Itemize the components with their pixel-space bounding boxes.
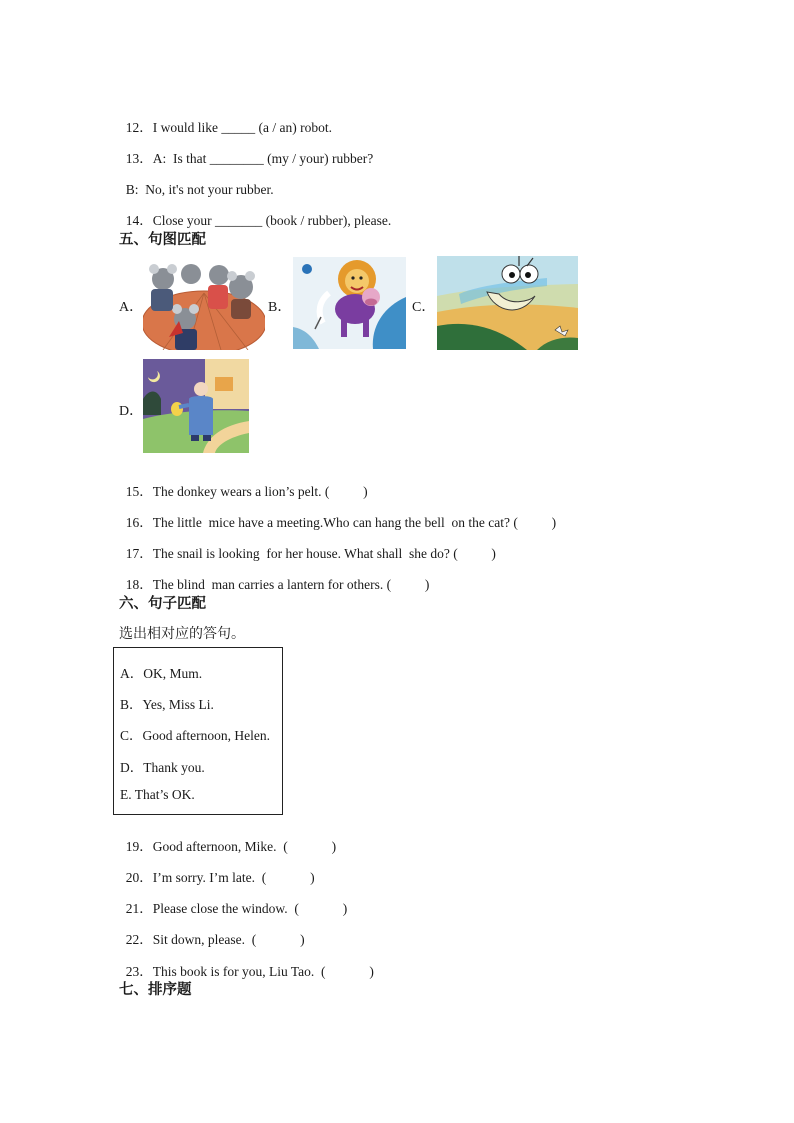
question-text: A: Is that ________ (my / your) rubber? (152, 151, 374, 166)
question-20 (119, 854, 315, 886)
question-15 (119, 468, 368, 500)
mice-meeting-picture (143, 257, 265, 350)
answer-choices-box (113, 647, 283, 815)
question-22 (119, 916, 305, 948)
question-19 (119, 823, 336, 855)
question-text: Good afternoon, Mike. ( ) (152, 839, 337, 854)
picture-label-c: C． (412, 300, 436, 315)
section-heading-picture-match: 五、句图匹配 (119, 232, 206, 248)
question-number: 12． (125, 120, 153, 135)
blind-man-lantern-picture (143, 359, 249, 453)
question-number: 15． (125, 484, 153, 499)
section-heading-ordering: 七、排序题 (119, 982, 192, 998)
question-21 (119, 885, 347, 917)
choice-d: D．Thank you. (120, 760, 205, 775)
question-text: This book is for you, Liu Tao. ( ) (152, 964, 374, 979)
question-17 (119, 530, 496, 562)
question-text: Close your _______ (book / rubber), please. (152, 213, 392, 228)
question-number: 14． (125, 213, 153, 228)
question-text: The snail is looking for her house. What shall she do? ( ) (152, 546, 496, 561)
section-instruction: 选出相对应的答句。 (119, 626, 245, 642)
choice-e: E. That’s OK. (120, 787, 195, 802)
donkey-in-lion-pelt-picture (293, 257, 406, 349)
question-13-answer-line (119, 166, 274, 198)
question-number: 16． (125, 515, 153, 530)
question-number: 17． (125, 546, 153, 561)
question-number: 23． (125, 964, 153, 979)
picture-label-d: D． (119, 404, 144, 419)
question-number: 13． (125, 151, 153, 166)
question-16 (119, 499, 556, 531)
question-text: The blind man carries a lantern for others. ( ) (152, 577, 430, 592)
question-number: 22． (125, 932, 153, 947)
picture-label-a: A． (119, 300, 144, 315)
question-text: I would like _____ (a / an) robot. (152, 120, 332, 135)
question-14 (119, 197, 391, 229)
picture-label-b: B． (268, 300, 292, 315)
choice-c: C．Good afternoon, Helen. (120, 728, 270, 743)
question-text: The little mice have a meeting.Who can hang the bell on the cat? ( ) (152, 515, 557, 530)
question-text: B: No, it's not your rubber. (125, 182, 274, 197)
question-number: 19． (125, 839, 153, 854)
question-12 (119, 104, 332, 136)
question-text: The donkey wears a lion’s pelt. ( ) (152, 484, 368, 499)
section-heading-sentence-match: 六、句子匹配 (119, 596, 206, 612)
question-text: I’m sorry. I’m late. ( ) (152, 870, 315, 885)
question-text: Sit down, please. ( ) (152, 932, 305, 947)
choice-a: A．OK, Mum. (120, 666, 203, 681)
question-23 (119, 948, 374, 980)
question-number: 21． (125, 901, 153, 916)
question-number: 18． (125, 577, 153, 592)
question-text: Please close the window. ( ) (152, 901, 348, 916)
question-13 (119, 135, 373, 167)
question-number: 20． (125, 870, 153, 885)
snail-picture (437, 256, 578, 350)
question-18 (119, 561, 429, 593)
choice-b: B．Yes, Miss Li. (120, 697, 214, 712)
